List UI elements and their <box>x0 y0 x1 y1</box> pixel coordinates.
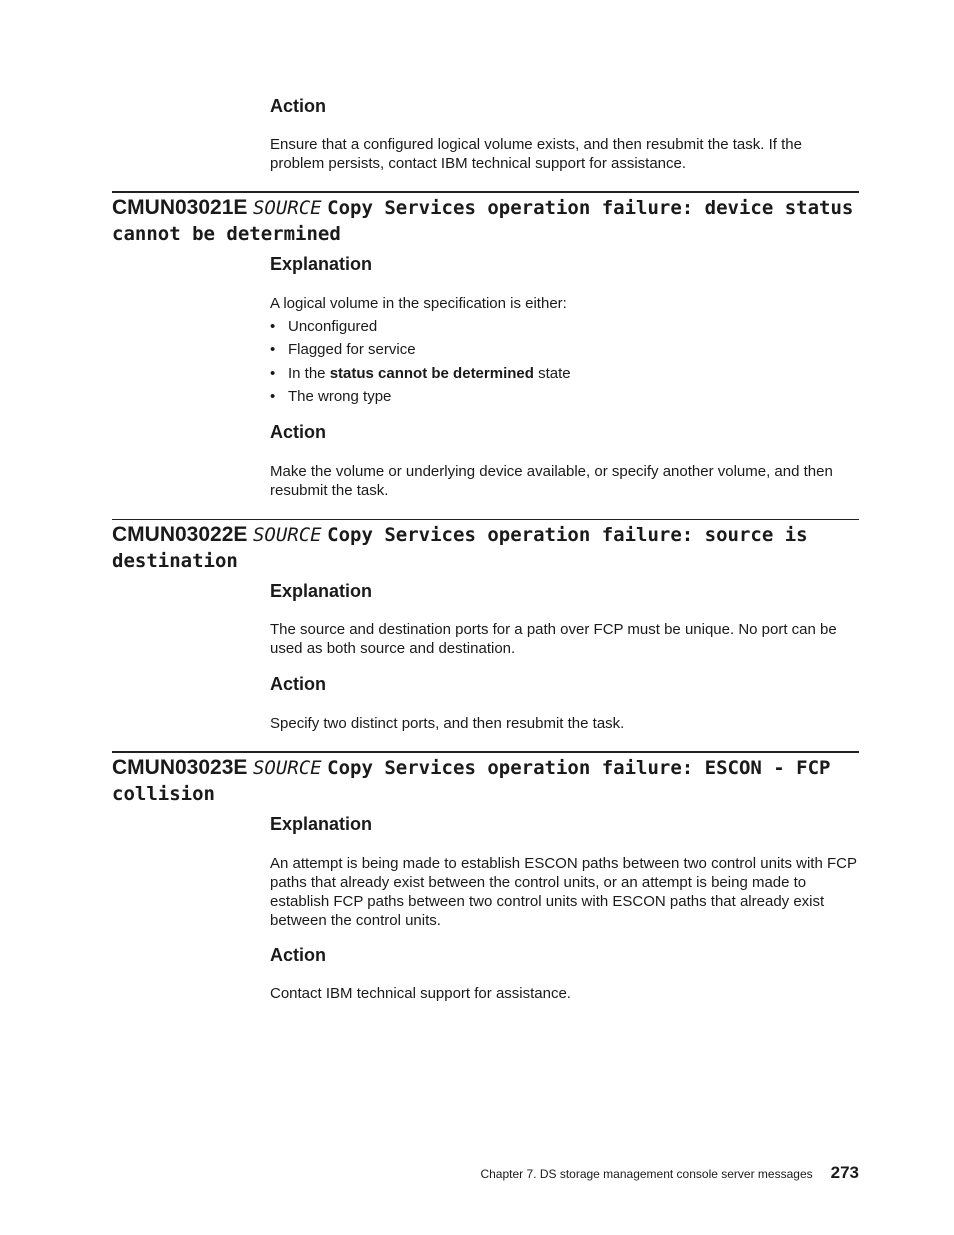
list-item: • In the status cannot be determined state <box>270 364 571 387</box>
message-heading-cmun03022e <box>112 522 859 574</box>
page-footer <box>480 1163 859 1183</box>
chapter-title: Chapter 7. DS storage management console server messages <box>480 1167 813 1181</box>
explanation-list <box>270 317 571 410</box>
action-heading: Action <box>270 674 326 694</box>
action-heading: Action <box>270 945 326 965</box>
message-heading-cmun03021e <box>112 195 859 247</box>
message-id: CMUN03021E <box>112 196 248 219</box>
list-item: • Unconfigured <box>270 317 571 340</box>
section-rule <box>112 519 859 520</box>
action-text: Contact IBM technical support for assistance. <box>270 985 571 1002</box>
explanation-text: A logical volume in the specification is either: <box>270 295 567 312</box>
message-title: Copy Services operation failure: source is destination <box>112 524 808 572</box>
message-source: SOURCE <box>252 524 322 546</box>
message-title: Copy Services operation failure: device status cannot be determined <box>112 197 854 245</box>
message-source: SOURCE <box>252 197 322 219</box>
list-item: • Flagged for service <box>270 340 571 363</box>
action-text: Make the volume or underlying device available, or specify another volume, and then resubmit the task. <box>270 463 833 499</box>
action-heading: Action <box>270 422 326 442</box>
message-heading-cmun03023e <box>112 755 859 807</box>
explanation-text: The source and destination ports for a path over FCP must be unique. No port can be used as both source and destination. <box>270 621 837 657</box>
list-item: • The wrong type <box>270 387 571 410</box>
message-source: SOURCE <box>252 757 322 779</box>
explanation-heading: Explanation <box>270 254 373 274</box>
section-rule <box>112 751 859 753</box>
message-title: Copy Services operation failure: ESCON - FCP collision <box>112 757 831 805</box>
action-heading: Action <box>270 96 326 116</box>
explanation-heading: Explanation <box>270 814 373 834</box>
action-text: Specify two distinct ports, and then resubmit the task. <box>270 715 625 732</box>
message-id: CMUN03022E <box>112 523 248 546</box>
page-number: 273 <box>830 1163 859 1182</box>
explanation-heading: Explanation <box>270 581 373 601</box>
explanation-text: An attempt is being made to establish ESCON paths between two control units with FCP paths that already exist between the control units, or an attempt is being made to establish FCP paths between two control units with ESCON paths that already exist between the control units. <box>270 855 857 929</box>
section-rule <box>112 191 859 193</box>
action-text: Ensure that a configured logical volume exists, and then resubmit the task. If the problem persists, contact IBM technical support for assistance. <box>270 136 802 172</box>
message-id: CMUN03023E <box>112 756 248 779</box>
